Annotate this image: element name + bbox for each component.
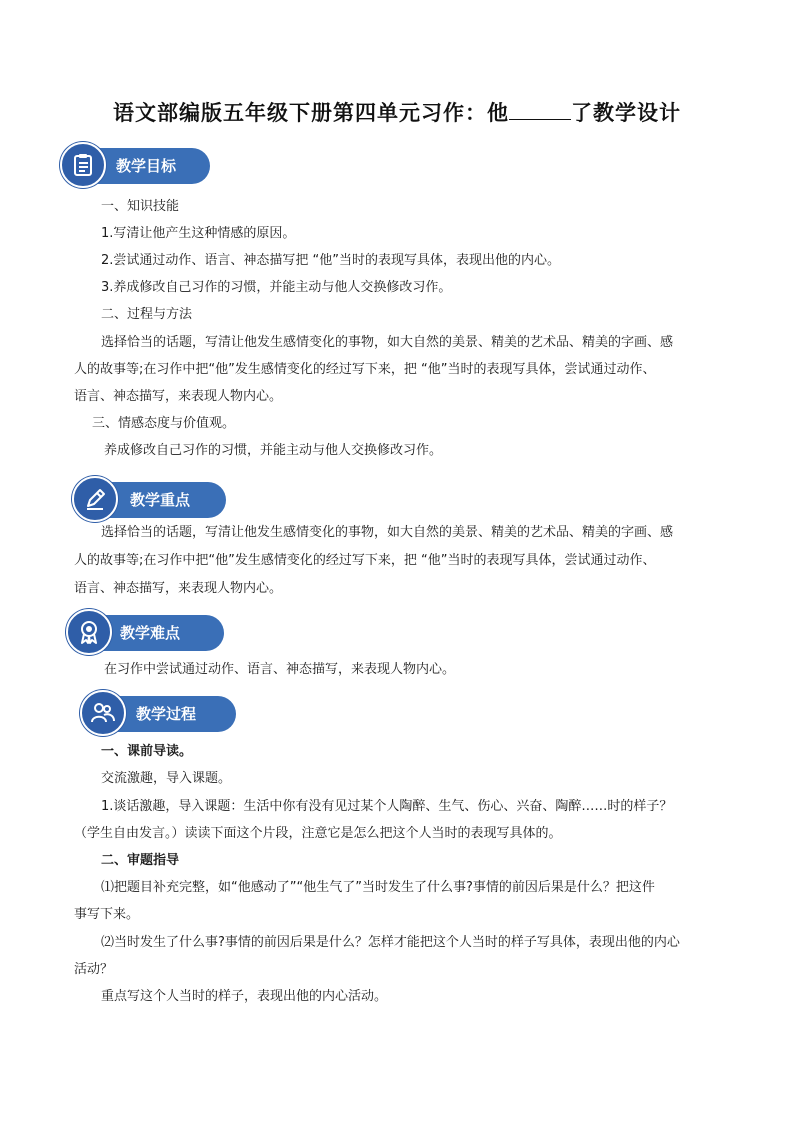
process-line: 重点写这个人当时的样子，表现出他的内心活动。 [101,989,388,1004]
goals-paragraph-line: 人的故事等;在习作中把“他”发生感情变化的经过写下来，把 “他”当时的表现写具体，尝试通过动作、 [74,362,656,377]
process-line: 活动？ [74,962,114,977]
process-line: 事写下来。 [74,907,140,922]
goals-heading-3: 三、情感态度与价值观。 [92,416,236,431]
goals-paragraph-2: 养成修改自己习作的习惯，并能主动与他人交换修改习作。 [104,443,443,458]
award-ribbon-icon [66,609,112,655]
badge-label: 教学过程 [136,705,197,723]
goals-heading-1: 一、知识技能 [101,199,180,214]
goals-item-1: 1.写清让他产生这种情感的原因。 [101,226,296,241]
goals-item-2: 2.尝试通过动作、语言、神态描写把 “他”当时的表现写具体，表现出他的内心。 [101,253,561,268]
title-text-before: 语文部编版五年级下册第四单元习作：他 [113,100,509,125]
pencil-icon [72,476,118,522]
key-points-line: 人的故事等;在习作中把“他”发生感情变化的经过写下来，把 “他”当时的表现写具体，尝试通过动作、 [74,553,656,568]
people-icon [80,690,126,736]
process-line: 交流激趣，导入课题。 [101,771,232,786]
key-points-line: 选择恰当的话题，写清让他发生感情变化的事物，如大自然的美景、精美的艺术品、精美的字画、感 [101,525,674,540]
goals-paragraph-line: 选择恰当的话题，写清让他发生感情变化的事物，如大自然的美景、精美的艺术品、精美的字画、感 [101,335,674,350]
goals-item-3: 3.养成修改自己习作的习惯，并能主动与他人交换修改习作。 [101,280,452,295]
title-text-after: 了教学设计 [571,100,681,125]
title-blank [509,105,571,120]
badge-label: 教学难点 [120,624,181,642]
process-line: ⑴把题目补充完整，如“他感动了”“他生气了”当时发生了什么事?事情的前因后果是什么？把这件 [101,880,655,895]
section-badge-process [80,690,238,734]
section-badge-key-points [72,476,228,520]
clipboard-icon [60,142,106,188]
badge-label: 教学目标 [116,157,177,175]
key-points-line: 语言、神态描写，来表现人物内心。 [74,581,283,596]
process-line: 1.谈话激趣，导入课题：生活中你有没有见过某个人陶醉、生气、伤心、兴奋、陶醉……时的样子？ [101,799,673,814]
goals-heading-2: 二、过程与方法 [101,307,193,322]
process-line: （学生自由发言。）读读下面这个片段，注意它是怎么把这个人当时的表现写具体的。 [74,826,562,841]
difficulties-line: 在习作中尝试通过动作、语言、神态描写，来表现人物内心。 [104,662,456,677]
page-title [0,97,794,127]
process-line: ⑵当时发生了什么事?事情的前因后果是什么？怎样才能把这个人当时的样子写具体，表现出他的内心 [101,935,680,950]
badge-label: 教学重点 [130,491,191,509]
section-badge-goals [60,142,210,186]
section-badge-difficulties [66,609,226,653]
process-heading-1: 一、课前导读。 [101,744,193,759]
goals-paragraph-line: 语言、神态描写，来表现人物内心。 [74,389,283,404]
process-heading-2: 二、审题指导 [101,853,180,868]
